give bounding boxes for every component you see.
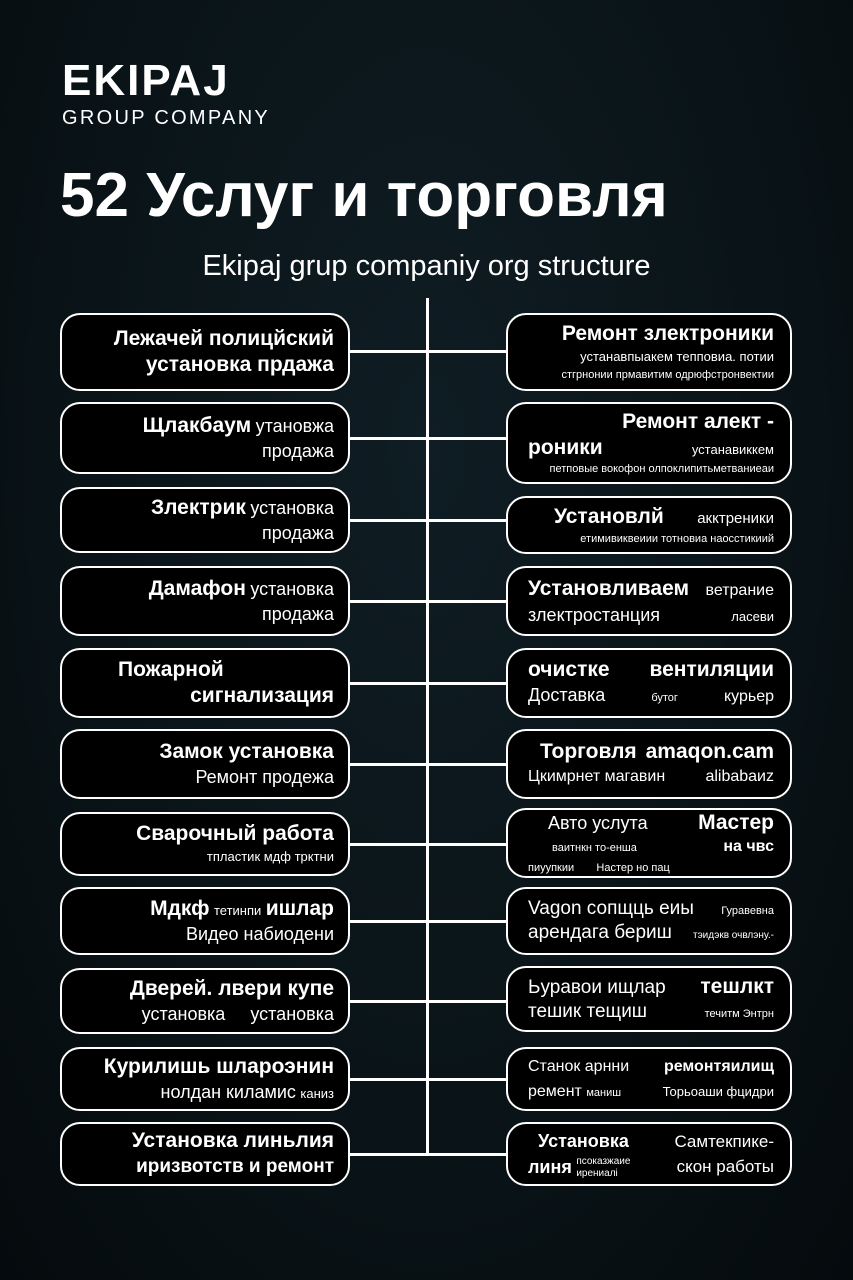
service-title-extra: Гуравевна — [721, 904, 774, 917]
service-box-right-2 — [506, 402, 792, 484]
service-line: тпластик мдф трктни — [206, 849, 334, 864]
service-line-small: стгрнонии прмавитим одрюфстронвектии — [561, 369, 774, 381]
service-title: Дверей. лвери купе — [129, 977, 334, 1000]
connector-right-6 — [428, 763, 508, 766]
service-box-left-3 — [60, 487, 350, 553]
service-title: Установка линьлия — [131, 1129, 334, 1152]
service-title-2: тешлкт — [700, 975, 774, 998]
service-title: очистке — [528, 658, 610, 681]
service-title: Ьуравои ищлар — [528, 977, 666, 998]
connector-left-11 — [348, 1153, 428, 1156]
service-box-left-11 — [60, 1122, 350, 1186]
service-line-end: скон работы — [676, 1156, 774, 1176]
service-line-small: псоказжаие ирениалі — [576, 1156, 631, 1180]
service-title: Злектрик — [150, 496, 246, 519]
connector-right-8 — [428, 920, 508, 923]
connector-right-3 — [428, 519, 508, 522]
brand-name: EKIPAJ — [62, 56, 230, 105]
service-title-2: amaqon.cam — [645, 740, 774, 763]
service-box-left-5 — [60, 648, 350, 718]
connector-left-8 — [348, 920, 428, 923]
service-box-left-1 — [60, 313, 350, 391]
service-box-right-8 — [506, 887, 792, 955]
service-line: сигнализация — [190, 684, 334, 707]
service-title: Авто услута — [548, 813, 648, 833]
connector-right-10 — [428, 1078, 508, 1081]
service-line-small: етимивиквеиии тотновиа наосстикиий — [580, 532, 774, 545]
service-line-small: петповые вокофон олпоклипитьметваниеаи — [549, 463, 774, 475]
service-box-left-7 — [60, 812, 350, 876]
service-box-right-6 — [506, 729, 792, 799]
service-title-end: ишлар — [265, 897, 334, 920]
service-line: установка — [141, 1004, 226, 1024]
service-title: Установлй — [554, 504, 664, 528]
service-title: Торговля — [540, 740, 637, 763]
service-line-small: бутог — [651, 692, 678, 704]
service-box-left-2 — [60, 402, 350, 474]
connector-left-1 — [348, 350, 428, 353]
service-title-2: Мастер — [698, 811, 774, 834]
service-title-2: Самтекпике- — [674, 1131, 774, 1151]
service-title: Ремонт злектроники — [561, 322, 774, 345]
service-box-right-7 — [506, 808, 792, 878]
service-line: ремент — [528, 1083, 582, 1100]
connector-left-9 — [348, 1000, 428, 1003]
service-line-2: установка — [250, 1004, 334, 1024]
service-title: Сварочный работа — [136, 822, 334, 845]
brand-logo — [62, 58, 270, 130]
connector-left-4 — [348, 600, 428, 603]
service-title-2: ремонтяилищ — [663, 1058, 774, 1075]
connector-left-5 — [348, 682, 428, 685]
connector-right-9 — [428, 1000, 508, 1003]
service-title: Установливаем — [528, 576, 690, 600]
connector-right-1 — [428, 350, 508, 353]
service-line: Цкимрнет магавин — [528, 768, 666, 785]
service-title-extra: утановжа — [255, 416, 334, 436]
connector-right-11 — [428, 1153, 508, 1156]
service-title-extra: установка — [250, 579, 334, 599]
service-line-2: alibabaиz — [705, 768, 774, 785]
service-line: линя — [528, 1156, 572, 1177]
service-box-right-10 — [506, 1047, 792, 1111]
service-line: арендага бериш — [528, 921, 672, 943]
connector-left-7 — [348, 843, 428, 846]
service-line: продажа — [262, 604, 334, 624]
service-line-2: ласеви — [731, 608, 774, 624]
service-title-extra: тетинпи — [213, 903, 262, 918]
service-line-2: на чвс — [723, 837, 774, 855]
service-box-left-10 — [60, 1047, 350, 1111]
org-spine-line — [426, 298, 429, 1156]
service-box-left-8 — [60, 887, 350, 955]
page-title: 52 Услуг и торговля — [60, 161, 668, 230]
connector-right-4 — [428, 600, 508, 603]
service-line: Видео набиодени — [185, 924, 334, 944]
service-title: Vagon сопщць еиы — [528, 897, 694, 919]
service-title: Пожарной — [118, 658, 224, 681]
service-line: продажа — [262, 441, 334, 461]
service-title: Мдкф — [150, 897, 210, 920]
service-line: устанавпыакем тепповиа. потии — [580, 349, 774, 364]
service-title: Дамафон — [148, 577, 246, 600]
service-line-small: пиуупкии — [528, 861, 575, 874]
service-line: ваитнкн то-енша — [552, 841, 637, 854]
service-line-small-2: Настер но пац — [596, 861, 670, 874]
service-title: Станок арнни — [528, 1058, 630, 1075]
service-line-2: каниз — [300, 1086, 334, 1101]
service-title: Ремонт алект - — [622, 410, 774, 433]
service-title-2: роники — [528, 436, 603, 459]
service-title-extra: акктреники — [697, 509, 774, 527]
service-box-left-6 — [60, 729, 350, 799]
service-line-small: течитм Энтрн — [704, 1008, 774, 1020]
service-title: Курилишь шлароэнин — [103, 1055, 334, 1078]
connector-left-6 — [348, 763, 428, 766]
service-line: продажа — [262, 523, 334, 543]
service-line: Доставка — [528, 685, 606, 705]
brand-subtitle: GROUP COMPANY — [62, 107, 271, 129]
service-title: Лежачей полицйский — [113, 327, 334, 350]
service-box-right-9 — [506, 966, 792, 1032]
connector-left-3 — [348, 519, 428, 522]
service-box-right-3 — [506, 496, 792, 554]
service-title: Щлакбаум — [142, 414, 252, 437]
service-title-extra: установка — [250, 498, 334, 518]
service-line: тешик тещиш — [528, 1001, 648, 1022]
page-subtitle: Ekipaj grup companiy org structure — [202, 250, 651, 282]
connector-left-10 — [348, 1078, 428, 1081]
service-line-end: курьер — [723, 688, 774, 705]
service-line: устанавиккем — [691, 442, 774, 457]
connector-right-2 — [428, 437, 508, 440]
service-line-small: тэидэкв очвлэну.- — [693, 929, 774, 941]
service-title: Установка — [538, 1130, 629, 1151]
service-line: нолдан киламис — [160, 1082, 296, 1102]
connector-left-2 — [348, 437, 428, 440]
connector-right-7 — [428, 843, 508, 846]
service-title-2: вентиляции — [649, 658, 774, 681]
service-box-right-5 — [506, 648, 792, 718]
service-box-left-4 — [60, 566, 350, 636]
service-box-right-4 — [506, 566, 792, 636]
service-line: Ремонт продежа — [195, 767, 334, 787]
service-line-end: Торьоаши фцидри — [662, 1084, 774, 1099]
service-line: злектростанция — [528, 604, 661, 625]
service-line: иризвотств и ремонт — [136, 1156, 334, 1177]
service-line-2: маниш — [586, 1087, 622, 1099]
service-title-extra: ветрание — [705, 581, 774, 599]
service-box-right-11 — [506, 1122, 792, 1186]
connector-right-5 — [428, 682, 508, 685]
service-line: установка прдажа — [145, 353, 334, 376]
service-box-left-9 — [60, 968, 350, 1034]
service-box-right-1 — [506, 313, 792, 391]
service-title: Замок установка — [159, 740, 334, 763]
